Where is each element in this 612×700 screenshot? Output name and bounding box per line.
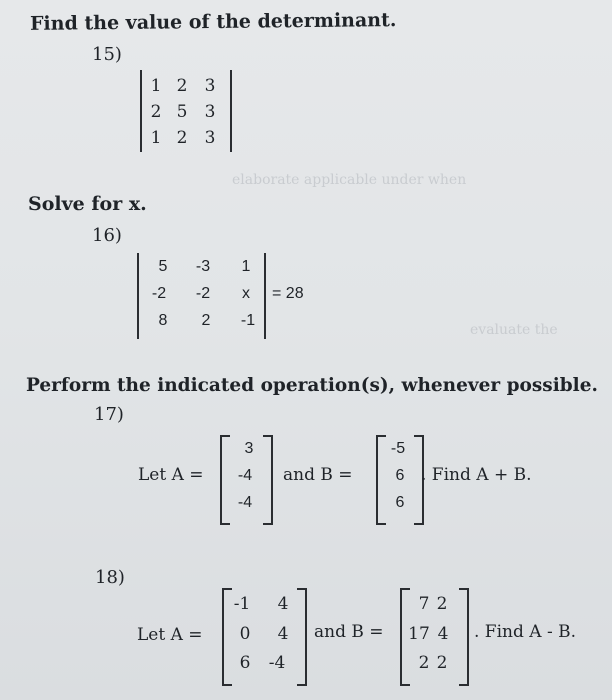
right-bracket <box>297 588 307 686</box>
find-instruction: . Find A + B. <box>421 465 532 485</box>
matrix-entry-x: x <box>242 285 250 302</box>
matrix-entry: 17 <box>408 624 430 644</box>
matrix-entry: 1 <box>150 76 162 96</box>
determinant-left-bar <box>140 70 142 152</box>
and-b-label: and B = <box>314 622 384 642</box>
determinant-right-bar <box>230 70 232 152</box>
matrix-entry: -2 <box>195 285 211 302</box>
bleed-through-text-2: evaluate the <box>470 322 558 338</box>
right-bracket <box>263 435 273 525</box>
matrix-entry: 0 <box>239 624 251 644</box>
find-instruction: . Find A - B. <box>474 622 576 642</box>
matrix-entry: 4 <box>277 594 289 614</box>
problem-number-15: 15) <box>92 44 122 65</box>
determinant-left-bar <box>137 253 139 339</box>
matrix-entry: 2 <box>150 102 162 122</box>
matrix-entry: 3 <box>204 102 216 122</box>
right-bracket <box>459 588 469 686</box>
matrix-entry: 3 <box>204 76 216 96</box>
let-a-label: Let A = <box>138 465 204 485</box>
matrix-entry: 2 <box>176 128 188 148</box>
matrix-entry: 6 <box>395 467 405 484</box>
matrix-entry: 2 <box>201 312 211 329</box>
section-heading-operations: Perform the indicated operation(s), whenever possible. <box>26 375 598 396</box>
matrix-entry: 1 <box>241 258 251 275</box>
matrix-entry: -1 <box>233 594 251 614</box>
problem-number-16: 16) <box>92 225 122 246</box>
section-heading-determinant: Find the value of the determinant. <box>29 9 397 35</box>
section-heading-solve-x: Solve for x. <box>28 193 147 215</box>
problem-number-18: 18) <box>95 567 125 588</box>
matrix-entry: 8 <box>158 312 168 329</box>
matrix-entry: 5 <box>176 102 188 122</box>
matrix-entry: 6 <box>239 653 251 673</box>
matrix-entry: -4 <box>268 653 286 673</box>
left-bracket <box>220 435 230 525</box>
matrix-entry: 4 <box>437 624 449 644</box>
matrix-entry: 5 <box>158 258 168 275</box>
matrix-entry: 2 <box>176 76 188 96</box>
determinant-right-bar <box>264 253 266 339</box>
matrix-entry: 7 <box>418 594 430 614</box>
matrix-entry: 2 <box>436 594 448 614</box>
problem-number-17: 17) <box>94 404 124 425</box>
matrix-entry: 2 <box>436 653 448 673</box>
matrix-entry: 4 <box>277 624 289 644</box>
matrix-entry: 3 <box>204 128 216 148</box>
matrix-entry: -4 <box>237 467 253 484</box>
matrix-entry: -4 <box>237 494 253 511</box>
bleed-through-text: elaborate applicable under when <box>232 172 467 188</box>
matrix-entry: -5 <box>390 440 406 457</box>
left-bracket <box>376 435 386 525</box>
equation-rhs: = 28 <box>272 285 304 302</box>
matrix-entry: -1 <box>240 312 256 329</box>
matrix-entry: 1 <box>150 128 162 148</box>
let-a-label: Let A = <box>137 625 203 645</box>
matrix-entry: -3 <box>195 258 211 275</box>
matrix-entry: -2 <box>151 285 167 302</box>
matrix-entry: 6 <box>395 494 405 511</box>
matrix-entry: 2 <box>418 653 430 673</box>
and-b-label: and B = <box>283 465 353 485</box>
matrix-entry: 3 <box>244 440 254 457</box>
